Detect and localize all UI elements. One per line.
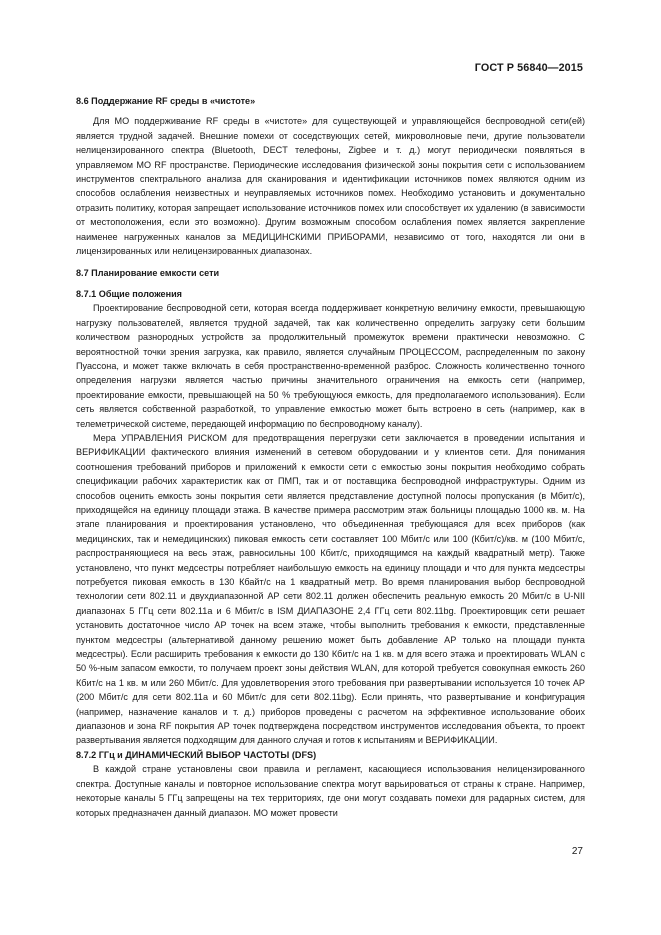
document-number: ГОСТ Р 56840—2015 — [474, 62, 583, 74]
paragraph: Проектирование беспроводной сети, которая всегда поддерживает конкретную величину емкости, превышающую нагрузку пользователей, является трудной задачей, так как количественно определить загрузку сети большим количеством разнородных устройств за продолжительный промежуток времени практически невозможно. С вероятностной точки зрения загрузка, как правило, является случайным ПРОЦЕССОМ, распределенным по закону Пуассона, и может также включать в себя пространственно-временной разброс. Сложность количественно точного определения нагрузки является частью причины значительного ограничения на емкость сети (например, проектирование емкости, превышающей на 50 % требующуюся емкость, для предполагаемого использования). Если сеть является собственной разработкой, то управление емкостью может быть встроено в сеть (например, как в телеметрической системе, передающей информацию по беспроводному каналу). — [76, 303, 585, 429]
page-number: 27 — [571, 846, 583, 857]
subsection-heading-8-7-2: 8.7.2 ГГц и ДИНАМИЧЕСКИЙ ВЫБОР ЧАСТОТЫ (DFS) — [76, 749, 317, 760]
subsection-heading-8-7-1: 8.7.1 Общие положения — [76, 288, 182, 299]
paragraph: В каждой стране установлены свои правила и регламент, касающиеся использования нелицензированного спектра. Доступные каналы и повторное использование спектра могут варьироваться от страны к стране. Например, некоторые каналы 5 ГГц запрещены на тех территориях, где они могут создавать помехи для радарных систем, для которых предназначен данный диапазон. МО может провести — [76, 764, 585, 818]
paragraph: Для МО поддерживание RF среды в «чистоте» для существующей и управляющейся беспроводной сети(ей) является трудной задачей. Внешние помехи от соседствующих сетей, микроволновые печи, другие пользователи нелицензированного спектра (Bluetooth, DECT телефоны, Zigbee и т. д.) могут периодически появляться в управляемом МО RF пространстве. Периодические исследования физической зоны покрытия сети с использованием инструментов спектрального анализа для сканирования и идентификации источников помех являются одним из способов ослабления неизвестных и неуправляемых источников помех. Необходимо установить и документально отразить политику, которая запрещает использование источников помех или способствует их удалению (в зависимости от местоположения, если это возможно). Другим возможным способом ослабления помех является закрепление наименее нагруженных каналов за МЕДИЦИНСКИМИ ПРИБОРАМИ, независимо от того, находятся ли они в лицензированных или нелицензированных диапазонах. — [76, 116, 585, 257]
section-heading-8-7: 8.7 Планирование емкости сети — [76, 268, 220, 279]
section-heading-8-6: 8.6 Поддержание RF среды в «чистоте» — [76, 96, 256, 106]
paragraph: Мера УПРАВЛЕНИЯ РИСКОМ для предотвращения перегрузки сети заключается в проведении испытания и ВЕРИФИКАЦИИ фактического влияния изменений в сетевом оборудовании и у клиентов сети. Для понимания соотношения требований приборов и приложений к емкости сети с емкостью зоны покрытия необходимо собрать спецификации рабочих характеристик как от ПМП, так и от поставщика беспроводной инфраструктуры. Одним из способов оценить емкость зоны покрытия сети является представление доступной полосы пропускания (в Мбит/с), приходящейся на единицу площади этажа. В качестве примера рассмотрим этаж больницы площадью 1000 кв. м. На этапе планирования и проектирования установлено, что объединенная требующаяся для всех приборов (как медицинских, так и немедицинских) пиковая емкость сети составляет 100 Мбит/с или 100 (Кбит/с)/кв. м (100 Мбит/с, распространяющиеся на весь этаж, равносильны 100 Кбит/с, приходящимся на каждый квадратный метр). Также установлено, что пункт медсестры потребляет наибольшую емкость на единицу площади и что для пункта медсестры потребуется пиковая емкость в 130 Кбайт/с на 1 квадратный метр. Во время планирования выбор беспроводной технологии сети 802.11 и двухдиапазонной АР сети 802.11 должен обеспечить реальную емкость 20 Мбит/с в U-NII диапазонах 5 ГГц сети 802.11а и 6 Мбит/с в ISM ДИАПАЗОНЕ 2,4 ГГц сети 802.11bg. Проектировщик сети решает установить достаточное число АР точек на всем этаже, чтобы выполнить требования к емкости, представленные пунктом медсестры (альтернативой данному решению может быть добавление АР только на площади пункта медсестры). Если расширить требования к емкости до 130 Кбит/с на 1 кв. м для всего этажа и проектировать WLAN с 50 %-ным запасом емкости, то получаем проект зоны действия WLAN, для которой требуется совокупная емкость 260 Кбит/с на 1 кв. м или 260 Мбит/с. Для удовлетворения этого требования при развертывании используется 10 точек АР (200 Мбит/с для сети 802.11а и 60 Мбит/с для сети 802.11bg). Если принять, что развертывание и конфигурация (например, назначение каналов и т. д.) приборов проведены с расчетом на эффективное использование обоих диапазонов и зона RF покрытия АР точек подтверждена посредством инструментов исследования объекта, то проект развертывания является подходящим для данного случая и готов к испытаниям и ВЕРИФИКАЦИИ. — [76, 432, 585, 746]
document-body — [76, 94, 585, 820]
